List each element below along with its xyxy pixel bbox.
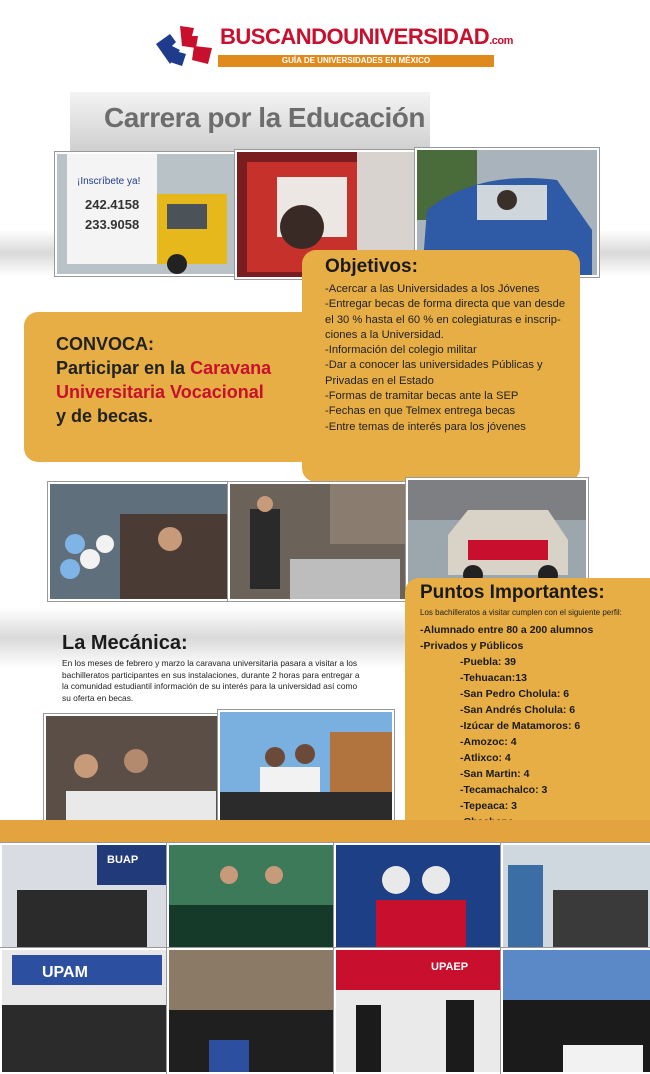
objetivo-item: el 30 % hasta el 60 % en colegiaturas e inscrip- [325, 313, 561, 326]
puntos-subtitle: Los bachilleratos a visitar cumplen con el siguiente perfil: [420, 608, 622, 617]
objetivo-item: -Información del colegio militar [325, 344, 477, 357]
city-item: -San Pedro Cholula: 6 [460, 688, 570, 700]
banner-bua: BUAP [107, 854, 139, 866]
photo-booth-students [167, 948, 336, 1074]
photo-booth-mascots [334, 843, 503, 950]
objetivo-item: -Formas de tramitar becas ante la SEP [325, 390, 519, 403]
convoca-text [56, 332, 286, 428]
convoca-line1: Participar en la [56, 358, 186, 378]
convoca-highlight1: Caravana [190, 358, 272, 378]
photo-grid [0, 843, 650, 1070]
objetivo-item: Privadas en el Estado [325, 374, 434, 387]
photo-car-girls [218, 710, 394, 832]
photo-parade-float [228, 482, 410, 601]
brand-name: BUSCANDOUNIVERSIDAD.com [220, 24, 513, 49]
photo-booth-upaep [334, 948, 503, 1074]
city-item: -Tepeaca: 3 [460, 800, 517, 812]
gold-band [0, 820, 650, 844]
photo-booth-hostesses [501, 843, 650, 950]
city-item: -San Andrés Cholula: 6 [460, 704, 576, 716]
brand-tagline: GUÍA DE UNIVERSIDADES EN MÉXICO [218, 55, 494, 67]
objetivos-heading: Objetivos: [325, 256, 418, 277]
objetivo-item: -Acercar a las Universidades a los Jóvenes [325, 283, 540, 295]
photo-booth-bua [0, 843, 169, 950]
city-item: -San Martin: 4 [460, 768, 530, 780]
convoca-highlight2: Universitaria Vocacional [56, 382, 264, 402]
photo-booth-green [167, 843, 336, 950]
puntos-main-item: -Alumnado entre 80 a 200 alumnos [420, 624, 594, 636]
objetivo-item: -Fechas en que Telmex entrega becas [325, 405, 516, 418]
banner-upam: UPAM [42, 964, 88, 981]
city-item: -Atlixco: 4 [460, 752, 511, 764]
objetivo-item: ciones a la Universidad. [325, 328, 444, 341]
city-item: -Amozoc: 4 [460, 736, 517, 748]
city-item: -Izúcar de Matamoros: 6 [460, 720, 581, 732]
city-item: -Puebla: 39 [460, 656, 517, 668]
puntos-main-item: -Privados y Públicos [420, 640, 524, 652]
objetivo-item: -Entre temas de interés para los jóvenes [325, 420, 526, 433]
photo-car-crowd [44, 714, 222, 833]
mecanica-heading: La Mecánica: [62, 632, 188, 654]
convoca-line3: y de becas. [56, 406, 154, 426]
photo-booth-upam [0, 948, 169, 1074]
ad-phone-2: 233.9058 [85, 217, 140, 232]
banner-upaep: UPAEP [431, 961, 469, 973]
page-title: Carrera por la Educación [104, 102, 426, 133]
objetivos-list [325, 282, 575, 435]
puzzle-logo-icon [150, 22, 220, 68]
city-item: -Tehuacan:13 [460, 672, 527, 684]
city-item: -Tecamachalco: 3 [460, 784, 548, 796]
objetivo-item: -Entregar becas de forma directa que van desde [325, 298, 566, 311]
mecanica-text: En los meses de febrero y marzo la caravana universitaria pasara a visitar a los bachilleratos participantes en sus instalaciones, durante 2 horas para entregar a la comunidad estudiantil información de su interés para la universidad así como su oferta en becas. [62, 658, 360, 703]
photo-booth-group [501, 948, 650, 1074]
puntos-heading: Puntos Importantes: [420, 582, 605, 603]
photo-parade-balloons [48, 482, 232, 601]
photo-truck-ad [55, 152, 239, 276]
objetivo-item: -Dar a conocer las universidades Públicas y [325, 359, 543, 372]
logo [150, 18, 513, 70]
ad-phone-1: 242.4158 [85, 197, 140, 212]
photo-jeep [406, 478, 588, 587]
puntos-list [420, 622, 593, 830]
ad-text: ¡Inscríbete ya! [77, 176, 141, 187]
convoca-label: CONVOCA: [56, 334, 154, 354]
